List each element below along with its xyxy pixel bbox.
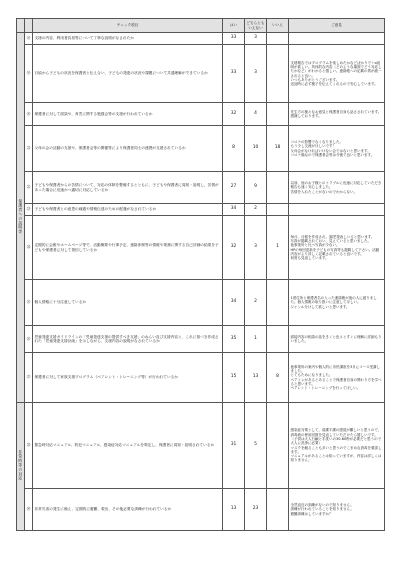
category-header [17,19,25,33]
table-row [17,353,385,403]
comment-cell [289,204,385,216]
item-header: チェック項目 [33,19,223,33]
no-count [267,489,289,531]
comment-cell [289,403,385,489]
comment-line: 全然直近の訓練がないので知りません。 [290,503,354,508]
check-item: 子どもや保護者からの苦情について、対応の体制を整備するとともに、子どもや保護者に周知・説明し、苦情があった場合に迅速かつ適切に対応しているか [33,172,223,204]
row-number: ㉙ [25,489,33,531]
yes-count: 27 [223,172,245,204]
neutral-header: どちらともいえない [245,19,267,33]
comment-line: ジャンル分けして欲しいと思います。 [290,304,350,309]
check-item: 定期的に会報やホームページ等で、活動概要や行事予定、連絡体制等の情報や業務に関する自己評価の結果を子どもや保護者に対して発信しているか [33,216,223,280]
neutral-count: 5 [245,403,267,489]
row-number: ㉔ [25,216,33,280]
evaluation-table [16,18,385,531]
comment-cell [289,489,385,531]
check-item: 緊急時対応マニュアル、防犯マニュアル、感染症対応マニュアルを策定し、保護者に周知・説明されているか [33,403,223,489]
no-count [267,204,289,216]
comment-cell [289,326,385,353]
comment-cell [289,126,385,172]
check-item: 非常災害の発生に備え、定期的に避難、救出、その他必要な訓練が行われているか [33,489,223,531]
table-row [17,280,385,326]
comment-line: 1度住所と保護者名の入った連絡帳が他の人に渡りました。個人情報の取り扱いに注意してほしい。 [290,296,377,305]
check-item: 日頃から子どもの状況を保護者と伝え合い、子どもの発達の状況や課題について共通理解ができているか [33,45,223,103]
row-number: ⑲ [25,45,33,103]
neutral-count: 9 [245,172,267,204]
no-count [267,403,289,489]
check-item: 児童発達支援ガイドラインの「児童発達支援の提供すべき支援」のねらい及び支援内容と、これに基づき作成された「児童発達支援計画」を示しながら、支援内容の説明がなされているか [33,326,223,353]
comment-line: ペアレント・トレーニングを行ってほしい。 [290,386,361,391]
yes-count: 32 [223,216,245,280]
no-count [267,103,289,126]
table-row [17,103,385,126]
comment-line: ペアトレがあるとあることで保護者自身の関わり方を学べると思います。 [290,377,382,386]
neutral-count: 2 [245,204,267,216]
row-number: ㉗ [25,353,33,403]
comment-cell [289,216,385,280]
comment-line: マスクを触ることも多いと思うのでこまめな消毒を要請します。 [290,445,382,454]
comment-line: もう少し交流がほしいです！ [290,144,336,149]
table-row [17,172,385,204]
neutral-count: 3 [245,45,267,103]
comment-line: マニュアルがあることは知っていますが、内容は詳しくは知りません。 [290,454,382,463]
comment-line: 以前、他のお子様とのトラブルに迅速に対応していただき報告も速く安心しました。 [290,181,382,190]
table-row [17,403,385,489]
comment-line: 他事業所と比べ写真が少ない。 [290,243,340,248]
category-cell [17,403,25,531]
neutral-count: 3 [245,216,267,280]
table-row [17,489,385,531]
comment-line: とてもためになりました。 [290,373,333,378]
check-item: 個人情報に十分注意しているか [33,280,223,326]
category-label: 保護者への説明等 [18,199,24,235]
no-count: 18 [267,126,289,172]
comment-line: （子供は大人石鹸と手洗いの30-60秒が必要だと思うので大人に洗浄に必要） [290,436,382,446]
comment-cell [289,280,385,326]
yes-count: 34 [223,280,245,326]
row-number: ㉒ [25,172,33,204]
no-count [267,326,289,353]
comment-cell [289,45,385,103]
table-row [17,326,385,353]
no-count [267,45,289,103]
comment-header: ご意見 [289,19,385,33]
comment-line: 先生方の様々なお意見と保護者自身も話さされています。感謝しております。 [290,109,382,118]
row-number: ㉘ [25,403,33,489]
table-row [17,45,385,103]
neutral-count: 3 [245,33,267,45]
yes-count: 13 [223,489,245,531]
row-number: ⑱ [25,33,33,45]
yes-count: 8 [223,126,245,172]
neutral-count: 1 [245,326,267,353]
check-item: 子どもや保護者との意思の疎通や情報伝達のための配慮がなされているか [33,204,223,216]
check-item: 保護者に対して家族支援プログラム（ペアレント・トレーニング等）が行われているか [33,353,223,403]
comment-cell [289,103,385,126]
comment-line: 他事業所の案内や個人的に市民講座を3月にコース受講しました。 [290,364,381,373]
comment-line: 苦情を入れたことがないのでわからない。 [290,189,357,194]
table-row [17,204,385,216]
no-count: 1 [267,216,289,280]
comment-line: 感染症対策として、清潔不潔の感覚が難しいと思うので、消毒液の使用回数を見直していただけたら嬉しいです。 [290,428,382,437]
row-number: ㉕ [25,280,33,326]
comment-line: 面接内容の相談の話をきくと色々とすぐに理解に詳細もりいました。 [290,334,382,343]
comment-line: 父母会がなければいけない会ではないと思います。 [290,148,371,153]
category-cell [17,33,25,403]
comment-line: 避難訓練はしていますか？ [290,511,333,516]
table-row [17,126,385,172]
row-number: ㉑ [25,126,33,172]
category-label: 非常時等の対応 [18,450,24,482]
yes-header: はい [223,19,245,33]
row-number: ㉓ [25,204,33,216]
comment-cell [289,172,385,204]
neutral-count: 13 [245,353,267,403]
comment-line: いつもありがとうございます。 [290,77,340,82]
row-number: ㉖ [25,326,33,353]
table-row [17,33,385,45]
neutral-count: 23 [245,489,267,531]
yes-count: 15 [223,353,245,403]
check-item: 父母の会の活動の支援や、保護者会等の開催等により保護者同士の連携が支援されているか [33,126,223,172]
no-count [267,280,289,326]
comment-line: HPの毎回更新を子どもの写真等も掲載して下さい。活動内容がより詳しく記載されていると良いです。 [290,247,380,256]
yes-count: 35 [223,326,245,353]
comment-line: コロナの影響でなくなりました。 [290,139,343,144]
yes-count: 34 [223,204,245,216]
table-row [17,216,385,280]
row-number: ⑳ [25,103,33,126]
no-header: いいえ [267,19,289,33]
neutral-count: 10 [245,126,267,172]
comment-line: 毎月、月報を作成され、園児発表しいると思います。 [290,234,375,239]
yes-count: 33 [223,45,245,103]
check-item: 保護者に対して面談や、育児に関する勉強会等の支援が行われているか [33,103,223,126]
comment-line: 支援報告ではプログラムを楽しめたかなどばかりで＋α説明が欲しい。具体的な内容（どのような場面でどう対応したかなど）がわかると嬉しい。連絡帳への記載の質が統一されると良い。 [290,60,382,78]
number-header [25,19,33,33]
comment-cell [289,33,385,45]
table-header-row [17,19,385,33]
comment-cell [289,353,385,403]
comment-line: 写真が掲載されておい、見えていると思いました。 [290,238,371,243]
neutral-count: 2 [245,280,267,326]
comment-line: 訓練が行われていることを知りません。 [290,507,354,512]
yes-count: 31 [223,403,245,489]
comment-line: 何度も見返しています。 [290,256,329,261]
yes-count: 33 [223,33,245,45]
comment-line: コロナ禍なので保護者会等は今後で良いと思います。 [290,152,375,157]
check-item: 支援の内容、利用者負担等について丁寧な説明がなされたか [33,33,223,45]
yes-count: 32 [223,103,245,126]
no-count: 8 [267,353,289,403]
no-count [267,172,289,204]
neutral-count: 4 [245,103,267,126]
comment-line: 送迎時に必ず様子を伝えてくれるので安心しています。 [290,82,378,87]
no-count [267,33,289,45]
